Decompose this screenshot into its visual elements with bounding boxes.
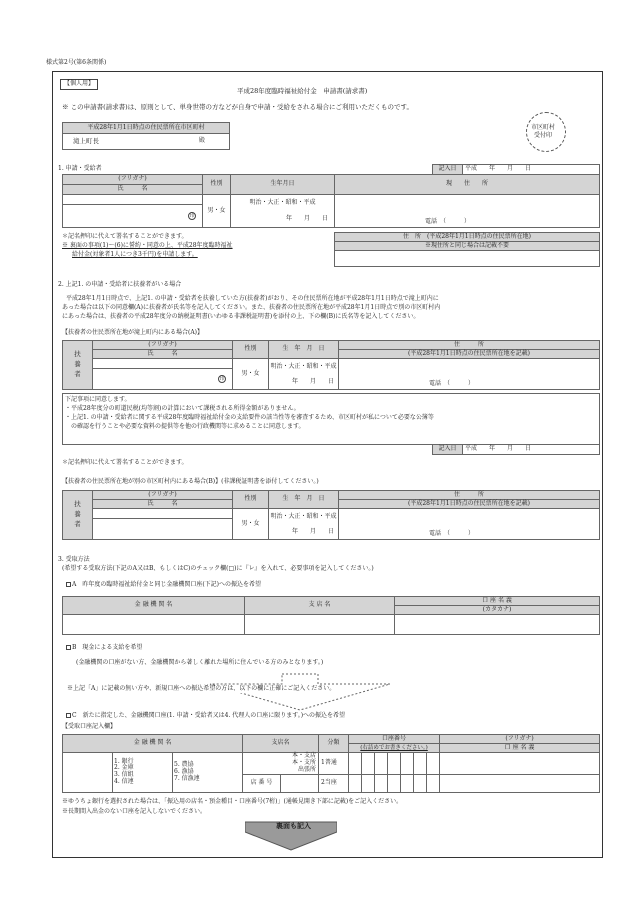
consent-line3: ・上記1. の申請・受給者に関する平成28年度臨時福祉給付金の支給要件の該当性等を審査するため、市区町村が私について必要な公簿等	[65, 414, 434, 421]
consent-line4: の確認を行うことや必要な資料の提供等を他の行政機関等に求めることに同意します。	[71, 423, 305, 430]
address-sub-a: (平成28年1月1日時点の住民票所在地を記載)	[339, 350, 600, 359]
dependent-table-a	[62, 340, 600, 390]
furigana-field-a[interactable]	[93, 359, 233, 369]
dependent-side-label-b: 扶養者	[74, 500, 81, 528]
bank-a-holder-kana: (カタカナ)	[395, 606, 600, 615]
birth-ymd-a: 年 月 日	[291, 378, 334, 385]
address2-field[interactable]	[335, 251, 600, 267]
era-options[interactable]: 明治・大正・昭和・平成	[231, 195, 334, 211]
section1-address2	[334, 232, 600, 267]
section2-para3: にあった場合は、扶養者の平成28年度分の納税証明書(いわゆる非課税証明書)を添付の上、下の欄(B)に氏名等を記入してください。	[62, 313, 420, 320]
municipality-box	[62, 122, 230, 150]
account-type-2[interactable]: 2当座	[319, 774, 349, 792]
section1-table	[62, 174, 600, 228]
address2-header: 住 所 (平成28年1月1日時点の住民票所在地)	[335, 233, 600, 242]
account-type-header: 分類	[319, 735, 349, 753]
option-a[interactable]	[66, 582, 261, 589]
municipality-header: 平成28年1月1日時点の住民票所在市区町村	[63, 123, 230, 134]
name-field-a[interactable]	[93, 369, 233, 390]
account-holder-field[interactable]	[440, 774, 600, 792]
birth-header: 生年月日	[231, 175, 335, 195]
name-header-b: 氏 名	[93, 500, 233, 509]
phone-label-a: 電話 （ ）	[429, 380, 475, 388]
option-c-checkbox[interactable]	[66, 713, 71, 718]
option-a-label: A 昨年度の臨時福祉給付金と同じ金融機関口座(下記)への振込を希望	[72, 581, 262, 588]
furigana-field[interactable]	[63, 195, 203, 205]
option-b[interactable]	[66, 645, 142, 652]
bank-type-3[interactable]: 3. 信組	[114, 771, 134, 779]
gender-header: 性別	[203, 175, 231, 195]
consent-line2: ・平成28年度分の町道民税(均等割)の計算において課税される所得金額がありません。	[65, 405, 300, 412]
gender-options[interactable]: 男・女	[203, 195, 231, 228]
date-label-2: 記入日	[433, 445, 463, 455]
bank-type-1[interactable]: 1. 銀行	[114, 757, 134, 765]
account-digit-4[interactable]	[388, 753, 401, 775]
account-bank-header: 金 融 機 関 名	[63, 735, 243, 753]
section2-note: ＊記名押印に代えて署名することができます。	[62, 459, 188, 466]
section1-note1: ＊記名押印に代えて署名することができます。	[62, 233, 188, 240]
arrow-note: ※上記「A」に記載の無い方や、新規口座への振込希望の方は、以下の欄に正確にご記入ください。	[67, 685, 336, 692]
option-c[interactable]	[66, 713, 345, 720]
bank-a-holder-header: 口 座 名 義	[395, 597, 600, 606]
account-type-1[interactable]: 1普通	[319, 753, 349, 775]
furigana-field-b[interactable]	[93, 509, 233, 519]
section2-date	[432, 444, 600, 455]
name-field[interactable]	[63, 205, 203, 228]
bank-a-table	[62, 596, 600, 635]
address-field[interactable]	[335, 195, 600, 228]
stamp-line2: 受付印	[534, 132, 553, 139]
gender-header-a: 性別	[233, 341, 269, 359]
option-c-label: C 新たに指定した、金融機関口座(1. 申請・受給者又は4. 代理人の口座に限ります。)への振込を希望	[72, 712, 346, 719]
bank-a-holder-field[interactable]	[395, 615, 600, 635]
footer-arrow-label: 裏面も記入	[276, 821, 311, 830]
intro-note: ※ この申請書(請求書)は、原則として、単身世帯の方などが自身で申請・受給をされる場合にご利用いただくものです。	[62, 103, 413, 111]
phone-label-b: 電話 （ ）	[429, 530, 475, 538]
bank-type-7[interactable]: 7. 信漁連	[174, 774, 200, 782]
birth-header-b: 生 年 月 日	[269, 491, 339, 509]
account-furigana-field[interactable]	[440, 753, 600, 775]
stamp-line1: 市区町村	[531, 124, 556, 131]
individual-tag: 【個人用】	[60, 79, 98, 90]
dependent-table-b	[62, 490, 600, 540]
branch-type-1[interactable]: 本・支店	[292, 752, 317, 759]
name-header-a: 氏 名	[93, 350, 233, 359]
section2-subA: 【扶養者の住民票所在地が滝上町内にある場合(A)】	[62, 329, 204, 336]
date-value-2: 平成 年 月 日	[463, 445, 600, 455]
furigana-header-a: (フリガナ)	[93, 341, 233, 350]
section2-subB: 【扶養者の住民票所在地が別の市区町村内にある場合(B)】(非課税証明書を添付してください。)	[62, 478, 319, 485]
form-title: 平成28年度臨時福祉給付金 申請書(請求書)	[237, 87, 368, 95]
seal-mark: 印	[189, 213, 195, 220]
address-field-a[interactable]	[339, 359, 600, 390]
option-a-checkbox[interactable]	[66, 582, 71, 587]
address-header: 現 住 所	[335, 175, 600, 195]
address-header-a: 住 所	[339, 341, 600, 350]
gender-options-a[interactable]: 男・女	[233, 359, 269, 390]
phone-label: 電話 （ ）	[425, 218, 471, 226]
name-header: 氏 名	[63, 185, 203, 195]
era-options-b[interactable]: 明治・大正・昭和・平成	[270, 513, 337, 520]
date-label: 記入日	[433, 165, 463, 175]
seal-mark-a: 印	[219, 376, 225, 383]
furigana-header-b: (フリガナ)	[93, 491, 233, 500]
account-number-header: 口座番号	[349, 735, 440, 744]
account-digit-2[interactable]	[362, 753, 375, 775]
account-furigana-header: (フリガナ)	[440, 735, 600, 744]
honorific: 殿	[198, 137, 205, 144]
era-options-a[interactable]: 明治・大正・昭和・平成	[270, 363, 337, 370]
bank-a-branch-header: 支 店 名	[245, 597, 395, 615]
branch-number-field[interactable]	[281, 774, 319, 792]
branch-type-2[interactable]: 本・支所	[292, 758, 317, 766]
section1-title: 1. 申請・受給者	[58, 165, 102, 172]
branch-type-3[interactable]: 出張所	[298, 765, 317, 773]
account-digit-6[interactable]	[414, 753, 427, 775]
address-sub-b: (平成28年1月1日時点の住民票所在地を記載)	[339, 500, 600, 509]
account-number-sub: (右詰めでお書きください。)	[349, 744, 440, 753]
bank-type-4[interactable]: 4. 信連	[114, 778, 134, 786]
date-value: 平成 年 月 日	[463, 165, 600, 175]
account-digit-3[interactable]	[375, 753, 388, 775]
bank-a-name-field[interactable]	[63, 615, 245, 635]
name-field-b[interactable]	[93, 519, 233, 540]
bank-type-2[interactable]: 2. 金庫	[114, 764, 134, 772]
birth-ymd: 年 月 日	[285, 215, 328, 222]
bank-type-6[interactable]: 6. 漁協	[174, 767, 194, 775]
section2-para2: あった場合は以下の同意欄(A)に扶養者が氏名等を記入してください。また、扶養者の住民票所在地が平成28年1月1日時点で別の市区町村内	[62, 304, 441, 311]
form-number: 様式第2号(第6条関係)	[46, 59, 107, 66]
address-header-b: 住 所	[339, 491, 600, 500]
section3-note2: ※長期間入出金のない口座を記入しないでください。	[62, 808, 207, 815]
account-table	[62, 734, 600, 793]
option-b-label: B 現金による支給を希望	[72, 644, 143, 651]
section1-note2a: ※ 裏面の事項(1)～(6)に誓約・同意の上、平成28年度臨時福祉	[62, 242, 233, 249]
account-digit-7[interactable]	[427, 753, 440, 775]
dependent-side-label-a: 扶養者	[74, 350, 81, 378]
section2-title: 2. 上記1. の申請・受給者に扶養者がいる場合	[58, 281, 182, 288]
address-field-b[interactable]	[339, 509, 600, 540]
account-digit-1[interactable]	[349, 753, 362, 775]
consent-box	[62, 393, 600, 445]
account-branch-header: 支店名	[243, 735, 319, 753]
bank-a-branch-field[interactable]	[245, 615, 395, 635]
bank-a-name-header: 金 融 機 関 名	[63, 597, 245, 615]
birth-ymd-b: 年 月 日	[291, 528, 334, 535]
section2-para1: 平成28年1月1日時点で、上記1. の申請・受給者を扶養していた方(扶養者)がおり、その住民票所在地が平成28年1月1日時点で滝上町内に	[66, 295, 439, 302]
account-holder-header: 口 座 名 義	[440, 744, 600, 753]
reception-stamp	[526, 112, 566, 152]
consent-line1: 下記事項に同意します。	[65, 396, 131, 403]
account-digit-5[interactable]	[401, 753, 414, 775]
section3-instruction: (希望する受取方法(下記のA又はB、もしくはC)のチェック欄(□)に『レ』を入れて、必要事項を記入してください。)	[62, 565, 374, 572]
bank-type-5[interactable]: 5. 農協	[174, 761, 194, 768]
bank-name-field[interactable]	[63, 753, 113, 793]
section1-note2b: 給付金(対象者1人につき3千円)を申請します。	[72, 251, 198, 258]
section3-title: 3. 受取方法	[58, 556, 90, 563]
gender-header-b: 性別	[233, 491, 269, 509]
address2-sub: ※現住所と同じ場合は記載不要	[335, 242, 600, 251]
option-b-checkbox[interactable]	[66, 645, 71, 650]
section3-note1: ※ゆうちょ銀行を選択された場合は、「振込用の店名・預金種目・口座番号(7桁)」(通帳見開き下部に記載)をご記入ください。	[62, 798, 403, 805]
gender-options-b[interactable]: 男・女	[233, 509, 269, 540]
furigana-header: (フリガナ)	[63, 175, 203, 185]
option-b-note: (金融機関の口座がない方、金融機関から著しく離れた場所に住んでいる方のみとなります。)	[76, 659, 324, 666]
account-header: 【受取口座記入欄】	[62, 723, 117, 730]
mayor-name: 滝上町長	[73, 136, 99, 145]
branch-number-label: 店 番 号	[243, 774, 281, 792]
birth-header-a: 生 年 月 日	[269, 341, 339, 359]
